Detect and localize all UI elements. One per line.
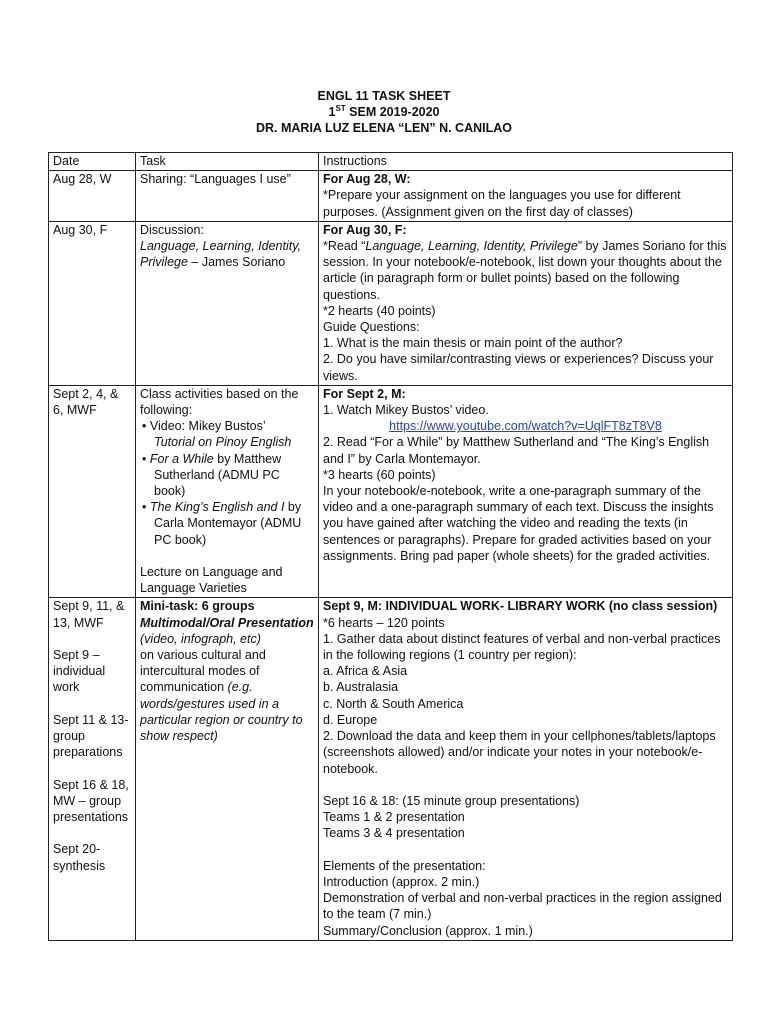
document-header [0, 88, 768, 136]
guide-question-1: 1. What is the main thesis or main point of the author? [323, 336, 623, 351]
spacer [323, 842, 728, 858]
date-group-prep: Sept 11 & 13- group preparations [53, 712, 129, 760]
task-bullet-reading-1: • For a While by Matthew Sutherland (ADMU PC book) [142, 451, 282, 499]
spacer [53, 760, 131, 776]
semester-line [0, 104, 768, 120]
video-link[interactable]: https://www.youtube.com/watch?v=UqlFT8zT8V8 [389, 419, 662, 434]
instructions-text: *Prepare your assignment on the languages you use for different purposes. (Assignment given on the first day of classes) [323, 188, 681, 219]
column-header-instructions: Instructions [319, 153, 733, 171]
region-item: d. Europe [323, 712, 378, 727]
instructions-gather: 1. Gather data about distinct features of verbal and non-verbal practices in the following regions (1 country per region): [323, 631, 721, 663]
element-item: Demonstration of verbal and non-verbal practices in the region assigned to the team (7 min.) [323, 891, 722, 922]
instructions-text: In your notebook/e-notebook, write a one-paragraph summary of the video and a one-paragraph summary of each text. Discuss the insights you have gained after watching the video and reading the texts (in sentences or paragraphs). Prepare for graded activities based on your assignments. Bring pad paper (whole sheets) for the graded activities. [323, 484, 714, 563]
semester-number: 1 [328, 105, 336, 119]
table-row [49, 221, 733, 385]
instructions-cell [319, 598, 733, 940]
teams-line: Teams 3 & 4 presentation [323, 826, 465, 841]
task-description [140, 647, 314, 744]
bullet-video-title: Tutorial on Pinoy English [154, 435, 292, 450]
table-row [49, 598, 733, 940]
instructions-cell [319, 385, 733, 598]
task-example: (e.g. words/gestures used in a particular region or country to show respect) [140, 680, 303, 744]
instructions-heading: For Aug 28, W: [323, 172, 411, 187]
guide-questions-label: Guide Questions: [323, 320, 420, 335]
date-cell [49, 598, 136, 940]
date-synthesis: Sept 20- synthesis [53, 842, 106, 873]
presentation-formats: (video, infograph, etc) [140, 631, 261, 646]
instructions-cell [319, 221, 733, 385]
table-row [49, 171, 733, 222]
read-suffix: ” by James Soriano for this session. In your notebook/e-notebook, list down your thoughts about the article (in paragraph form or bullet points) based on the following questions. [323, 239, 727, 302]
instructor-name: DR. MARIA LUZ ELENA “LEN” N. CANILAO [255, 121, 512, 135]
table-header-row [49, 153, 733, 171]
bullet-reading-2-rest: by Carla Montemayor (ADMU PC book) [154, 500, 302, 547]
task-reading-author: – James Soriano [187, 255, 286, 270]
teams-line: Teams 1 & 2 presentation [323, 810, 465, 825]
instructions-heading: For Aug 30, F: [323, 222, 407, 237]
document-title: ENGL 11 TASK SHEET [317, 89, 451, 103]
bullet-reading-1-title: For a While [149, 451, 214, 466]
elements-heading: Elements of the presentation: [323, 858, 486, 873]
element-item: Introduction (approx. 2 min.) [323, 874, 480, 889]
instructions-read: 2. Read “For a While” by Matthew Sutherland and “The King’s English and I” by Carla Montemayor. [323, 435, 710, 466]
presentation-title: Multimodal/Oral Presentation [140, 615, 314, 630]
date-range: Sept 9, 11, & 13, MWF [53, 599, 125, 630]
date-individual: Sept 9 – individual work [53, 648, 106, 695]
read-title: Language, Learning, Identity, Privilege [365, 239, 578, 254]
column-header-date: Date [49, 153, 136, 171]
semester-suffix: ST [335, 103, 346, 113]
date-cell: Sept 2, 4, & 6, MWF [49, 385, 136, 598]
instructions-heading: Sept 9, M: INDIVIDUAL WORK- LIBRARY WORK (no class session) [323, 599, 718, 614]
instructions-watch: 1. Watch Mikey Bustos’ video. [323, 403, 489, 418]
task-lecture: Lecture on Language and Language Varieties [140, 565, 283, 596]
task-cell [136, 385, 319, 598]
bullet-video-label: Video: Mikey Bustos’ [149, 419, 266, 434]
date-presentations: Sept 16 & 18, MW – group presentations [53, 777, 129, 825]
task-cell: Sharing: “Languages I use” [136, 171, 319, 222]
spacer [53, 825, 131, 841]
spacer [323, 777, 728, 793]
spacer [140, 548, 314, 564]
read-prefix: *Read “ [323, 239, 366, 254]
bullet-reading-2-title: The King’s English and I [149, 500, 285, 515]
task-reading-title: Language, Learning, Identity, Privilege [140, 239, 302, 270]
region-item: a. Africa & Asia [323, 664, 408, 679]
bullet-reading-1-rest: by Matthew Sutherland (ADMU PC book) [154, 451, 282, 499]
date-cell: Aug 28, W [49, 171, 136, 222]
spacer [53, 696, 131, 712]
instructions-read [323, 238, 728, 303]
instructions-presentations: Sept 16 & 18: (15 minute group presentations) [323, 793, 580, 808]
task-intro: Class activities based on the following: [140, 386, 299, 418]
task-mini: Mini-task: 6 groups [140, 599, 255, 614]
table-row [49, 385, 733, 598]
date-cell: Aug 30, F [49, 221, 136, 385]
instructions-cell [319, 171, 733, 222]
instructions-hearts: *2 hearts (40 points) [323, 303, 436, 318]
region-item: b. Australasia [323, 680, 399, 695]
guide-question-2: 2. Do you have similar/contrasting views or experiences? Discuss your views. [323, 352, 714, 383]
column-header-task: Task [136, 153, 319, 171]
task-cell [136, 598, 319, 940]
region-item: c. North & South America [323, 696, 464, 711]
spacer [53, 631, 131, 647]
instructions-download: 2. Download the data and keep them in your cellphones/tablets/laptops (screenshots allowed) and/or indicate your notes in your notebook/e-notebook. [323, 729, 716, 776]
task-label: Discussion: [140, 222, 204, 237]
element-item: Summary/Conclusion (approx. 1 min.) [323, 923, 533, 938]
task-bullet-reading-2: • The King’s English and I by Carla Montemayor (ADMU PC book) [142, 500, 302, 547]
task-cell [136, 221, 319, 385]
instructions-hearts: *3 hearts (60 points) [323, 467, 436, 482]
task-table [48, 152, 733, 941]
task-presentation [140, 616, 314, 646]
semester-rest: SEM 2019-2020 [345, 105, 440, 119]
task-description-text: on various cultural and intercultural modes of communication [140, 648, 266, 695]
instructions-hearts: *6 hearts – 120 points [323, 615, 445, 630]
instructions-heading: For Sept 2, M: [323, 386, 406, 401]
task-bullet-video: • Video: Mikey Bustos’ [142, 419, 266, 434]
